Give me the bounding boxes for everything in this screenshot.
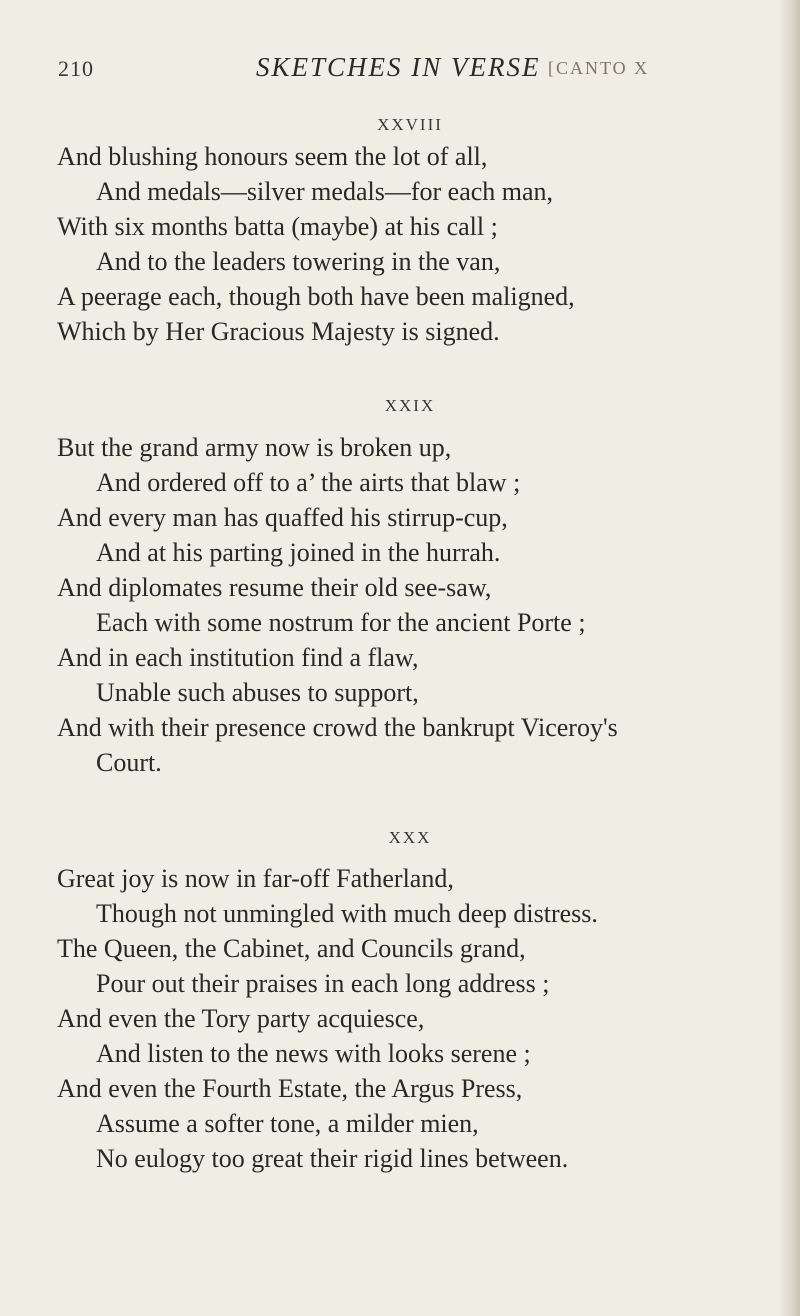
book-title: SKETCHES IN VERSE <box>256 52 541 82</box>
verse-line: Great joy is now in far-off Fatherland, <box>57 864 454 893</box>
verse-line: And every man has quaffed his stirrup-cup, <box>57 503 508 532</box>
verse-line: And even the Tory party acquiesce, <box>57 1004 425 1033</box>
stanza-number: XXX <box>388 828 432 847</box>
stanza-number: XXVIII <box>377 115 443 134</box>
canto-label: [CANTO X <box>548 58 650 78</box>
verse-line: Court. <box>96 748 162 777</box>
verse-line: And medals—silver medals—for each man, <box>96 177 554 206</box>
verse-line: And with their presence crowd the bankrupt Viceroy's <box>57 713 618 742</box>
verse-line: And ordered off to a’ the airts that blaw ; <box>96 468 521 497</box>
verse-line: Unable such abuses to support, <box>96 678 419 707</box>
verse-line: And blushing honours seem the lot of all, <box>57 142 488 171</box>
verse-line: With six months batta (maybe) at his call ; <box>57 212 498 241</box>
page-edge-shadow <box>778 0 800 1316</box>
verse-line: Though not unmingled with much deep distress. <box>96 899 598 928</box>
verse-line: Each with some nostrum for the ancient Porte ; <box>96 608 586 637</box>
verse-line: But the grand army now is broken up, <box>57 433 452 462</box>
verse-line: And diplomates resume their old see-saw, <box>57 573 492 602</box>
stanza-number: XXIX <box>384 396 436 415</box>
verse-line: Pour out their praises in each long address ; <box>96 969 550 998</box>
verse-line: And even the Fourth Estate, the Argus Press, <box>57 1074 523 1103</box>
verse-line: Assume a softer tone, a milder mien, <box>96 1109 479 1138</box>
verse-line: And at his parting joined in the hurrah. <box>96 538 501 567</box>
verse-line: Which by Her Gracious Majesty is signed. <box>57 317 500 346</box>
page-number: 210 <box>58 56 94 81</box>
verse-line: A peerage each, though both have been maligned, <box>57 282 575 311</box>
running-head <box>0 52 800 88</box>
verse-line: No eulogy too great their rigid lines between. <box>96 1144 569 1173</box>
verse-line: And listen to the news with looks serene ; <box>96 1039 531 1068</box>
verse-line: And to the leaders towering in the van, <box>96 247 501 276</box>
verse-line: And in each institution find a flaw, <box>57 643 419 672</box>
verse-line: The Queen, the Cabinet, and Councils grand, <box>57 934 526 963</box>
